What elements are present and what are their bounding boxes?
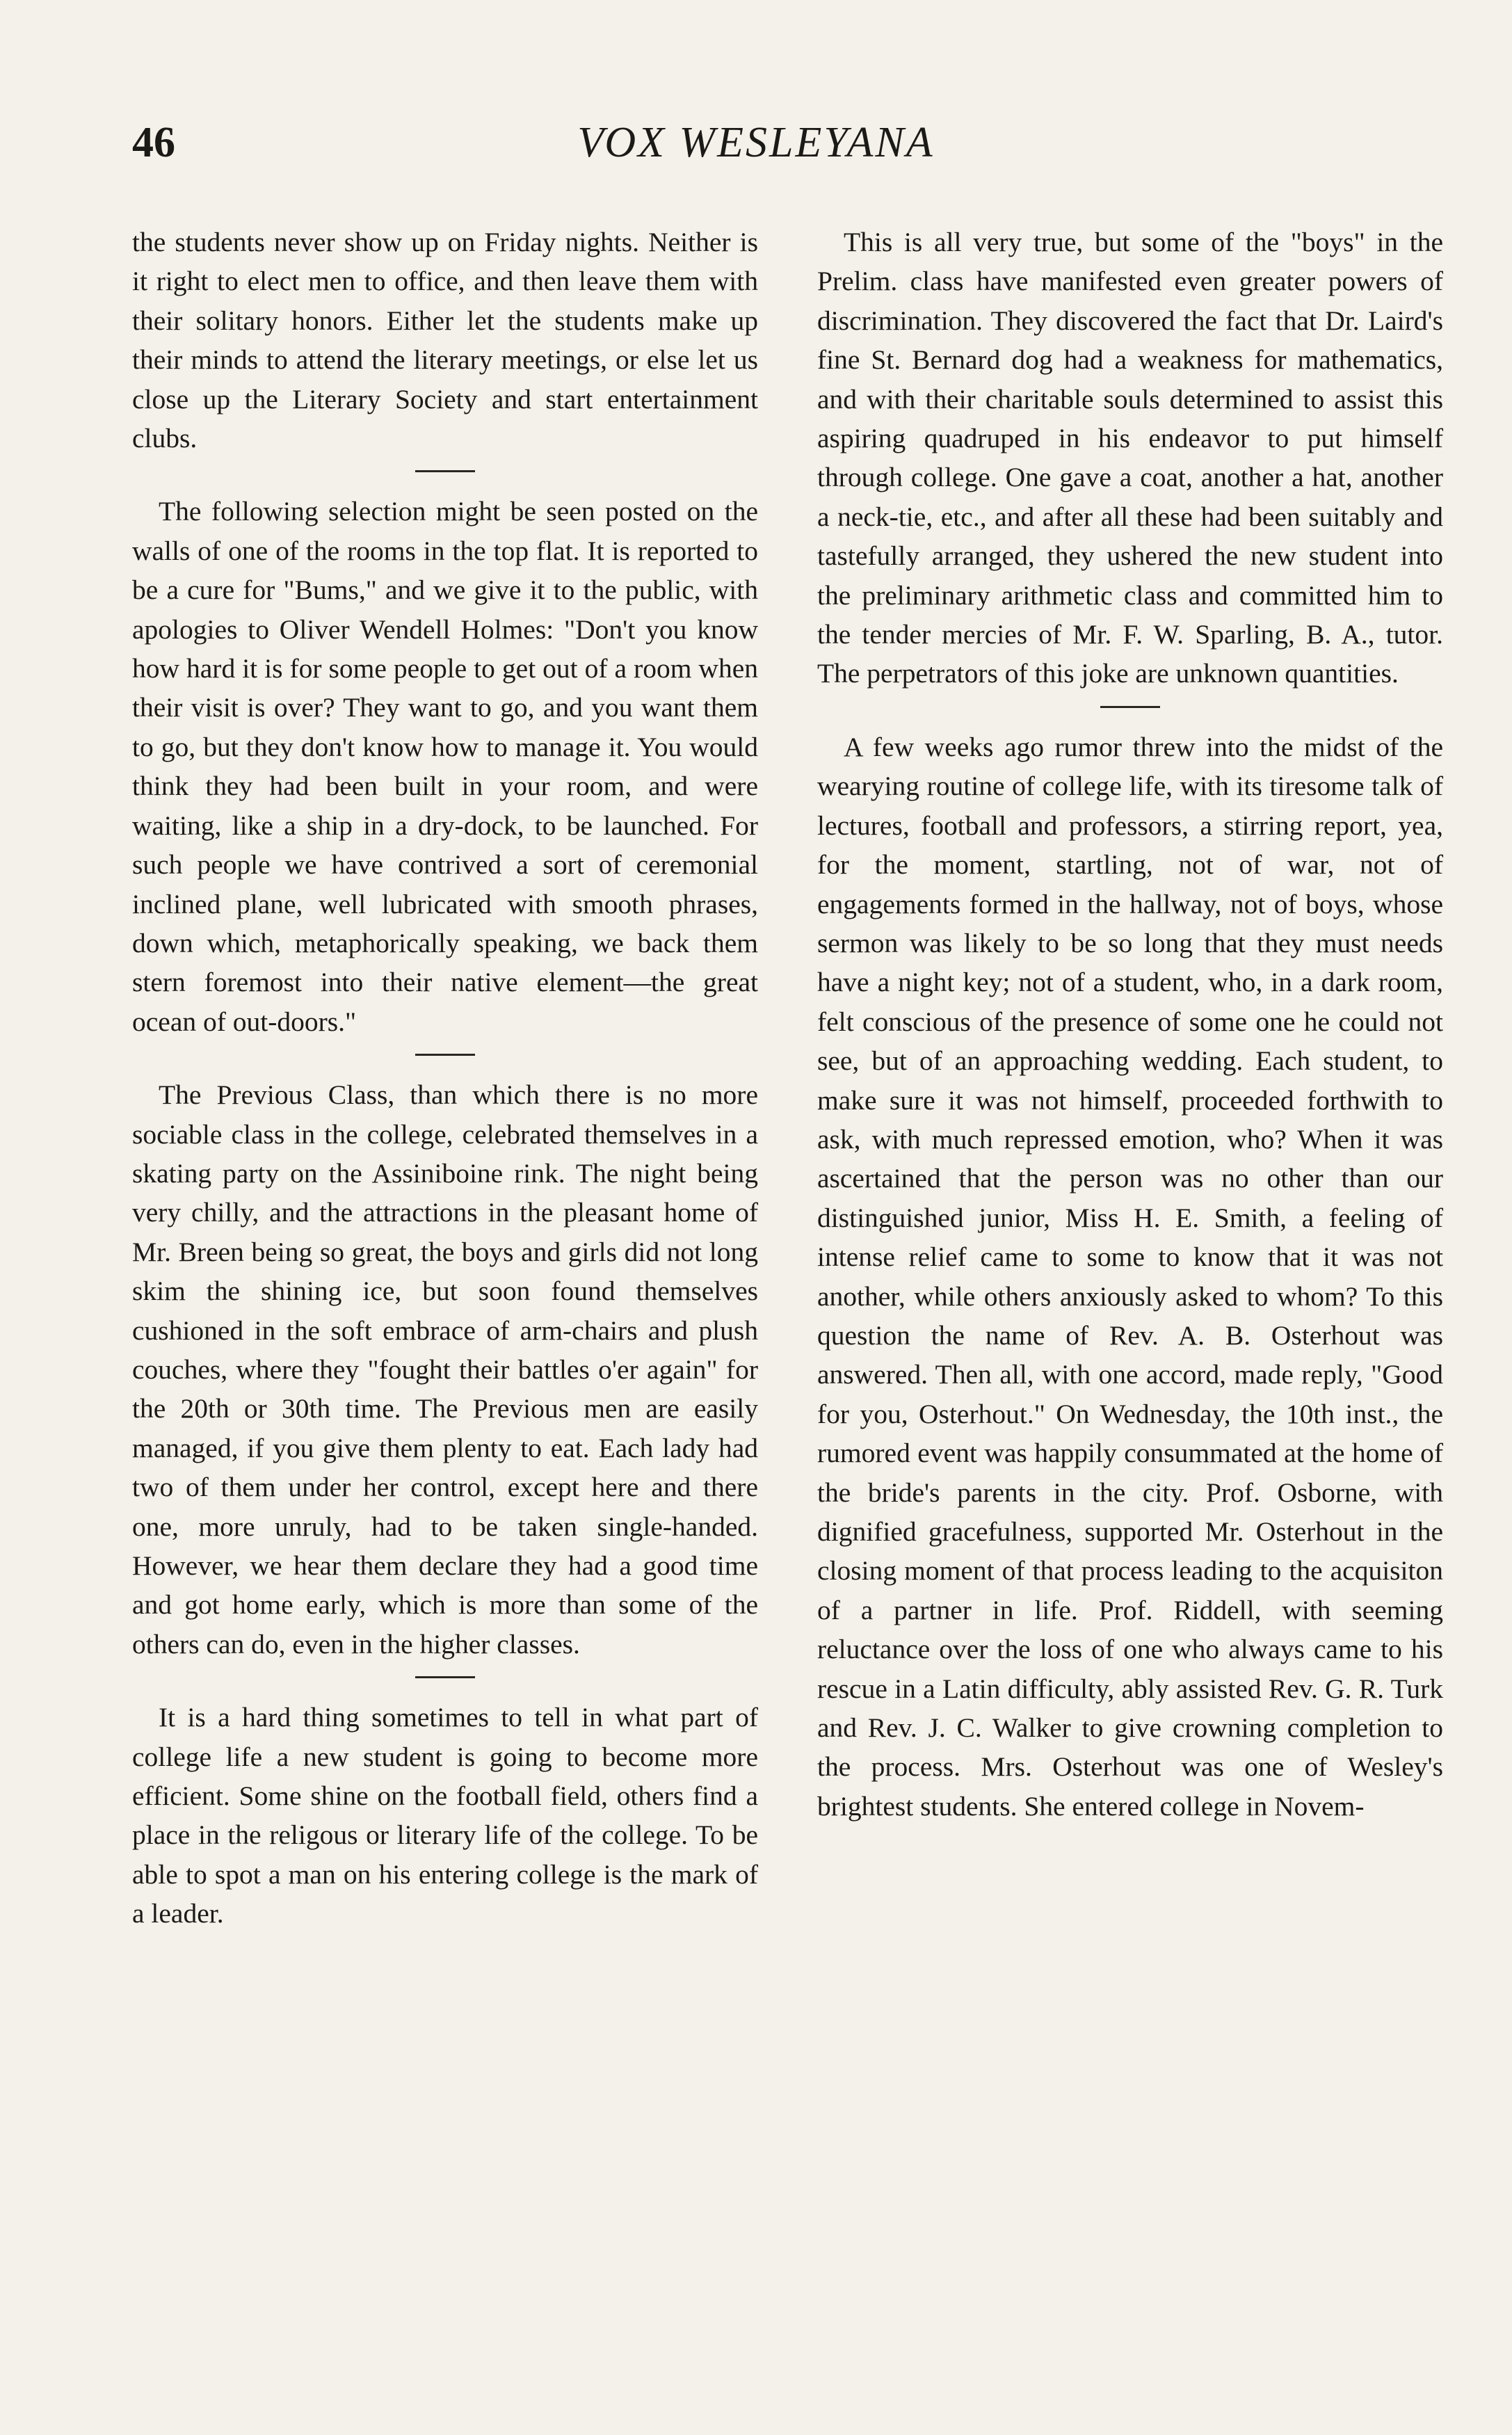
- paragraph-new-student: It is a hard thing sometimes to tell in what part of college life a new student is going to become more efficient. Some shine on the football field, others find a place in the religous or literary life of the college. To be able to spot a man on his entering college is the mark of a leader.: [132, 1702, 758, 1929]
- section-divider: [415, 470, 475, 472]
- paragraph-previous-class: The Previous Class, than which there is no more sociable class in the college, celebrated themselves in a skating party on the Assiniboine rink. The night being very chilly, and the attractions in the pleasant home of Mr. Breen being so great, the boys and girls did not long skim the shining ice, but soon found themselves cushioned in the soft embrace of arm-chairs and plush couches, where they "fought their battles o'er again" for the 20th or 30th time. The Previous men are easily managed, if you give them plenty to eat. Each lady had two of them under her control, except here and there one, more unruly, had to be taken single-handed. However, we hear them declare they had a good time and got home early, which is more than some of the others can do, even in the higher classes.: [132, 1079, 758, 1660]
- right-column: [817, 223, 1443, 1826]
- page-number: 46: [132, 119, 175, 166]
- paragraph-st-bernard: This is all very true, but some of the "boys" in the Prelim. class have manifested even greater powers of discrimination. They discovered the fact that Dr. Laird's fine St. Bernard dog had a weakness for mathematics, and with their charitable souls determined to assist this aspiring quadruped in his endeavor to put himself through college. One gave a coat, another a hat, another a neck-tie, etc., and after all these had been suitably and tastefully arranged, they ushered the new student into the preliminary arithmetic class and committed him to the tender mercies of Mr. F. W. Sparling, B. A., tutor. The perpetrators of this joke are unknown quantities.: [817, 227, 1443, 689]
- paragraph-literary-society: the students never show up on Friday nights. Neither is it right to elect men to office, and then leave them with their solitary honors. Either let the students make up their minds to attend the literary meetings, or else let us close up the Literary Society and start entertainment clubs.: [132, 227, 758, 454]
- running-title: VOX WESLEYANA: [577, 119, 935, 166]
- paragraph-wedding: A few weeks ago rumor threw into the midst of the wearying routine of college life, with its tiresome talk of lectures, football and professors, a stirring report, yea, for the moment, startling, not of war, not of engagements formed in the hallway, not of boys, whose sermon was likely to be so long that they must needs have a night key; not of a student, who, in a dark room, felt conscious of the presence of some one he could not see, but of an approaching wedding. Each student, to make sure it was not himself, proceeded forthwith to ask, with much repressed emotion, who? When it was ascertained that the person was no other than our distinguished junior, Miss H. E. Smith, a feeling of intense relief came to some to know that it was not another, while others anxiously asked to whom? To this question the name of Rev. A. B. Osterhout was answered. Then all, with one accord, made reply, "Good for you, Osterhout." On Wednesday, the 10th inst., the rumored event was happily consummated at the home of the bride's parents in the city. Prof. Osborne, with dignified gracefulness, supported Mr. Osterhout in the closing moment of that process leading to the acquisiton of a partner in life. Prof. Riddell, with seeming reluctance over the loss of one who always came to his rescue in a Latin difficulty, ably assisted Rev. G. R. Turk and Rev. J. C. Walker to give crowning completion to the process. Mrs. Osterhout was one of Wesley's brightest students. She entered college in Novem-: [817, 731, 1443, 1822]
- section-divider: [415, 1054, 475, 1056]
- page-header: [0, 118, 1512, 181]
- paragraph-bums-selection: The following selection might be seen posted on the walls of one of the rooms in the top flat. It is reported to be a cure for "Bums," and we give it to the public, with apologies to Oliver Wendell Holmes: "Don't you know how hard it is for some people to get out of a room when their visit is over? They want to go, and you want them to go, but they don't know how to manage it. You would think they had been built in your room, and were waiting, like a ship in a dry-dock, to be launched. For such people we have contrived a sort of ceremonial inclined plane, well lubricated with smooth phrases, down which, metaphorically speaking, we back them stern foremost into their native element—the great ocean of out-doors.": [132, 496, 758, 1037]
- left-column: [132, 223, 758, 1934]
- section-divider: [1100, 706, 1160, 708]
- section-divider: [415, 1676, 475, 1678]
